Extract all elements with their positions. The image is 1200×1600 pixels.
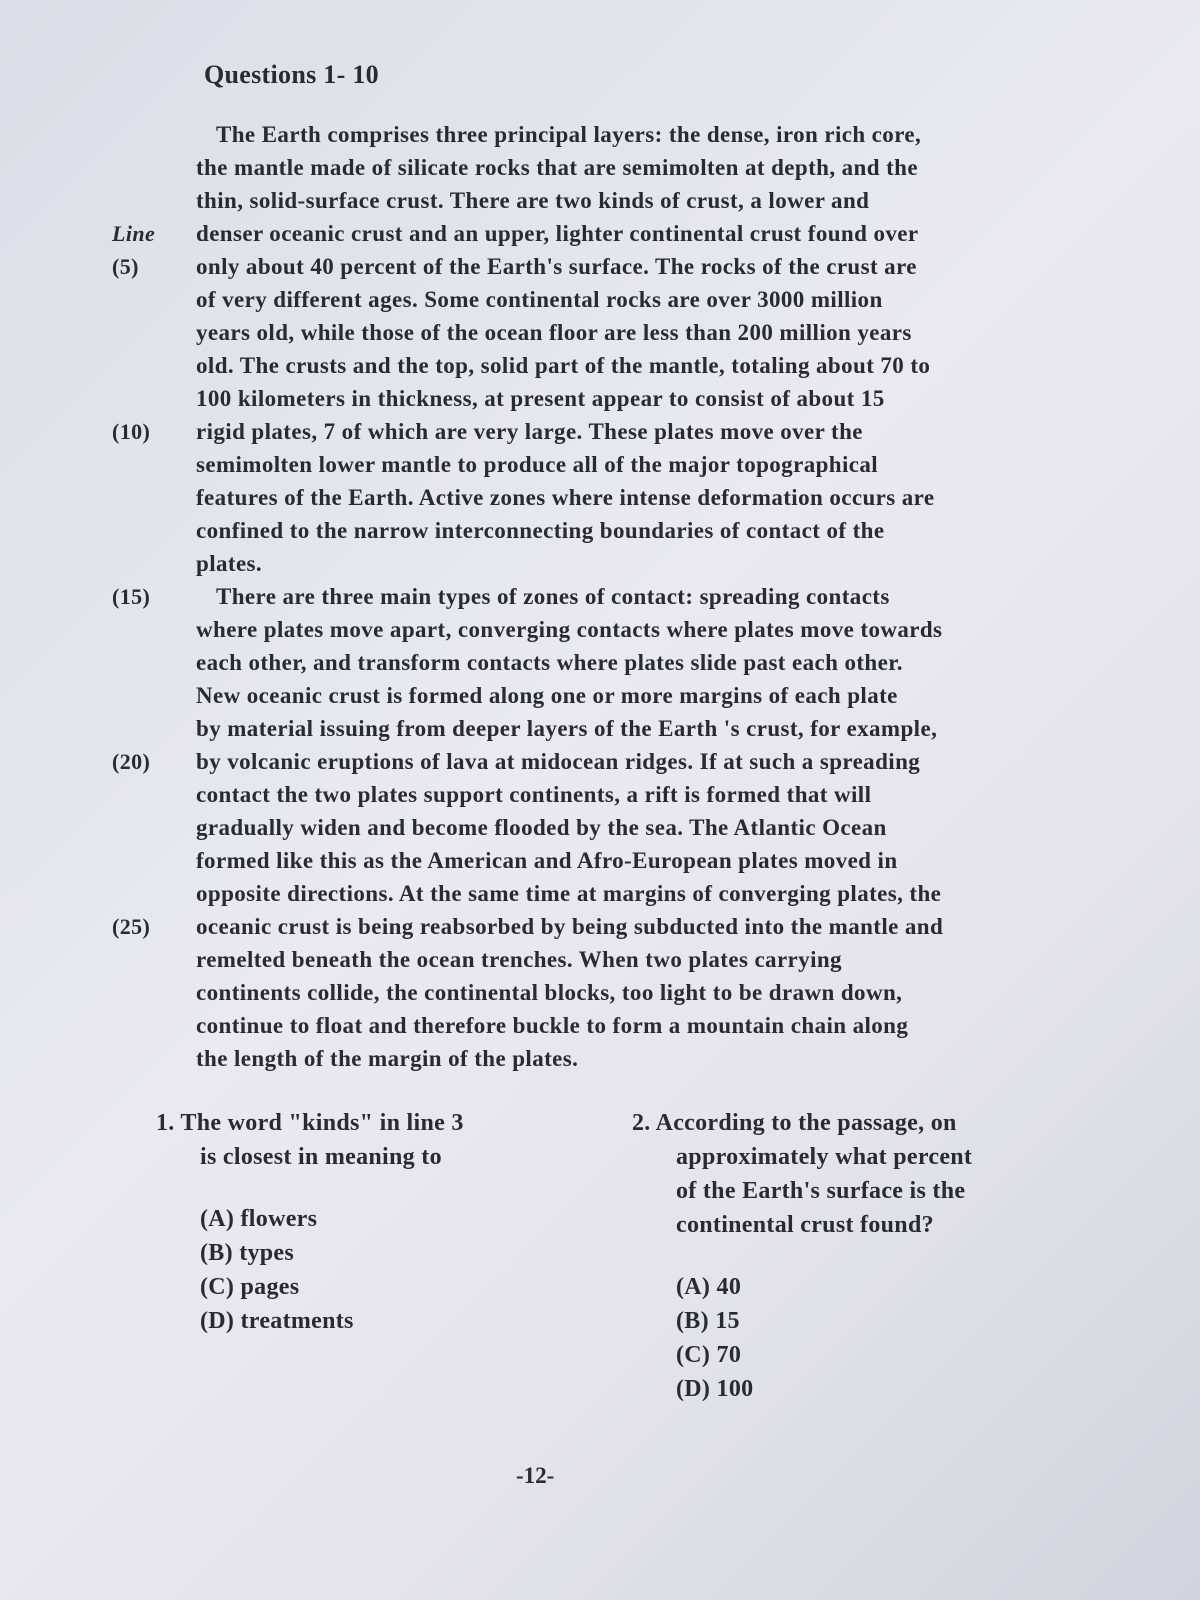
passage-line — [0, 118, 1200, 151]
question-1-option-c[interactable]: (C) pages — [200, 1274, 300, 1300]
passage-line — [0, 646, 1200, 679]
passage-line — [0, 976, 1200, 1009]
passage-line — [0, 844, 1200, 877]
passage-line-text: opposite directions. At the same time at margins of converging plates, the — [196, 881, 942, 906]
passage-line-text: semimolten lower mantle to produce all of the major topographical — [196, 452, 879, 477]
passage-line-text: only about 40 percent of the Earth's surface. The rocks of the crust are — [196, 254, 917, 279]
passage-line — [0, 613, 1200, 646]
passage-line — [0, 943, 1200, 976]
passage-line — [0, 910, 1200, 943]
question-2-stem-line: approximately what percent — [676, 1144, 973, 1170]
passage-line-text: denser oceanic crust and an upper, lighter continental crust found over — [196, 221, 919, 246]
passage-line — [0, 811, 1200, 844]
line-number-marker: (5) — [112, 254, 139, 279]
passage-line-text: features of the Earth. Active zones where intense deformation occurs are — [196, 485, 935, 510]
passage-line — [0, 415, 1200, 448]
question-2-option-d[interactable]: (D) 100 — [676, 1376, 754, 1402]
passage-line-text: the length of the margin of the plates. — [196, 1046, 579, 1071]
passage-line-text: continents collide, the continental blocks, too light to be drawn down, — [196, 980, 903, 1005]
page-number: -12- — [516, 1463, 555, 1488]
passage-line — [0, 151, 1200, 184]
passage-line-text: by volcanic eruptions of lava at midocean ridges. If at such a spreading — [196, 749, 921, 774]
passage-line-text: years old, while those of the ocean floor are less than 200 million years — [196, 320, 912, 345]
line-number-marker: (10) — [112, 419, 151, 444]
question-2-option-b[interactable]: (B) 15 — [676, 1308, 740, 1334]
passage-line-text: oceanic crust is being reabsorbed by being subducted into the mantle and — [196, 914, 944, 939]
question-2-stem-line: 2. According to the passage, on — [632, 1110, 957, 1136]
passage-line — [0, 778, 1200, 811]
passage-line — [0, 283, 1200, 316]
passage-line-text: each other, and transform contacts where plates slide past each other. — [196, 650, 903, 675]
passage-line-text: contact the two plates support continents, a rift is formed that will — [196, 782, 872, 807]
passage-line-text: where plates move apart, converging contacts where plates move towards — [196, 617, 943, 642]
passage-line — [0, 382, 1200, 415]
passage-line-text: New oceanic crust is formed along one or more margins of each plate — [196, 683, 898, 708]
line-number-marker: (20) — [112, 749, 151, 774]
section-heading: Questions 1- 10 — [204, 60, 379, 89]
passage-line-text: by material issuing from deeper layers of the Earth 's crust, for example, — [196, 716, 938, 741]
passage-line-text: the mantle made of silicate rocks that are semimolten at depth, and the — [196, 155, 918, 180]
reading-passage — [0, 118, 1200, 1075]
passage-line — [0, 481, 1200, 514]
passage-line — [0, 316, 1200, 349]
question-1-stem-line: 1. The word "kinds" in line 3 — [156, 1110, 464, 1136]
passage-line — [0, 1009, 1200, 1042]
question-2-option-a[interactable]: (A) 40 — [676, 1274, 742, 1300]
passage-line-text: confined to the narrow interconnecting boundaries of contact of the — [196, 518, 885, 543]
line-number-marker: (15) — [112, 584, 151, 609]
passage-line — [0, 217, 1200, 250]
passage-line-text: rigid plates, 7 of which are very large. These plates move over the — [196, 419, 863, 444]
question-1 — [156, 1110, 576, 1342]
passage-line-text: The Earth comprises three principal layers: the dense, iron rich core, — [216, 122, 922, 147]
passage-line-text: continue to float and therefore buckle to form a mountain chain along — [196, 1013, 909, 1038]
passage-line-text: 100 kilometers in thickness, at present appear to consist of about 15 — [196, 386, 885, 411]
line-number-marker: Line — [112, 221, 156, 246]
passage-line-text: There are three main types of zones of contact: spreading contacts — [216, 584, 890, 609]
passage-line — [0, 580, 1200, 613]
passage-line-text: remelted beneath the ocean trenches. When two plates carrying — [196, 947, 842, 972]
question-2-stem-line: of the Earth's surface is the — [676, 1178, 966, 1204]
passage-line — [0, 877, 1200, 910]
passage-line — [0, 712, 1200, 745]
passage-line — [0, 514, 1200, 547]
passage-line — [0, 679, 1200, 712]
question-1-stem-line: is closest in meaning to — [200, 1144, 442, 1170]
passage-line — [0, 349, 1200, 382]
question-2-stem-line: continental crust found? — [676, 1212, 934, 1238]
passage-line-text: gradually widen and become flooded by the sea. The Atlantic Ocean — [196, 815, 887, 840]
passage-line-text: plates. — [196, 551, 263, 576]
passage-line — [0, 1042, 1200, 1075]
question-1-option-d[interactable]: (D) treatments — [200, 1308, 354, 1334]
line-number-marker: (25) — [112, 914, 151, 939]
passage-line — [0, 184, 1200, 217]
question-2 — [632, 1110, 1072, 1410]
passage-line — [0, 547, 1200, 580]
question-1-option-a[interactable]: (A) flowers — [200, 1206, 318, 1232]
passage-line — [0, 448, 1200, 481]
question-2-option-c[interactable]: (C) 70 — [676, 1342, 742, 1368]
passage-line-text: of very different ages. Some continental rocks are over 3000 million — [196, 287, 883, 312]
passage-line — [0, 250, 1200, 283]
passage-line-text: thin, solid-surface crust. There are two kinds of crust, a lower and — [196, 188, 870, 213]
question-1-option-b[interactable]: (B) types — [200, 1240, 295, 1266]
passage-line-text: old. The crusts and the top, solid part of the mantle, totaling about 70 to — [196, 353, 931, 378]
passage-line — [0, 745, 1200, 778]
passage-line-text: formed like this as the American and Afro-European plates moved in — [196, 848, 898, 873]
